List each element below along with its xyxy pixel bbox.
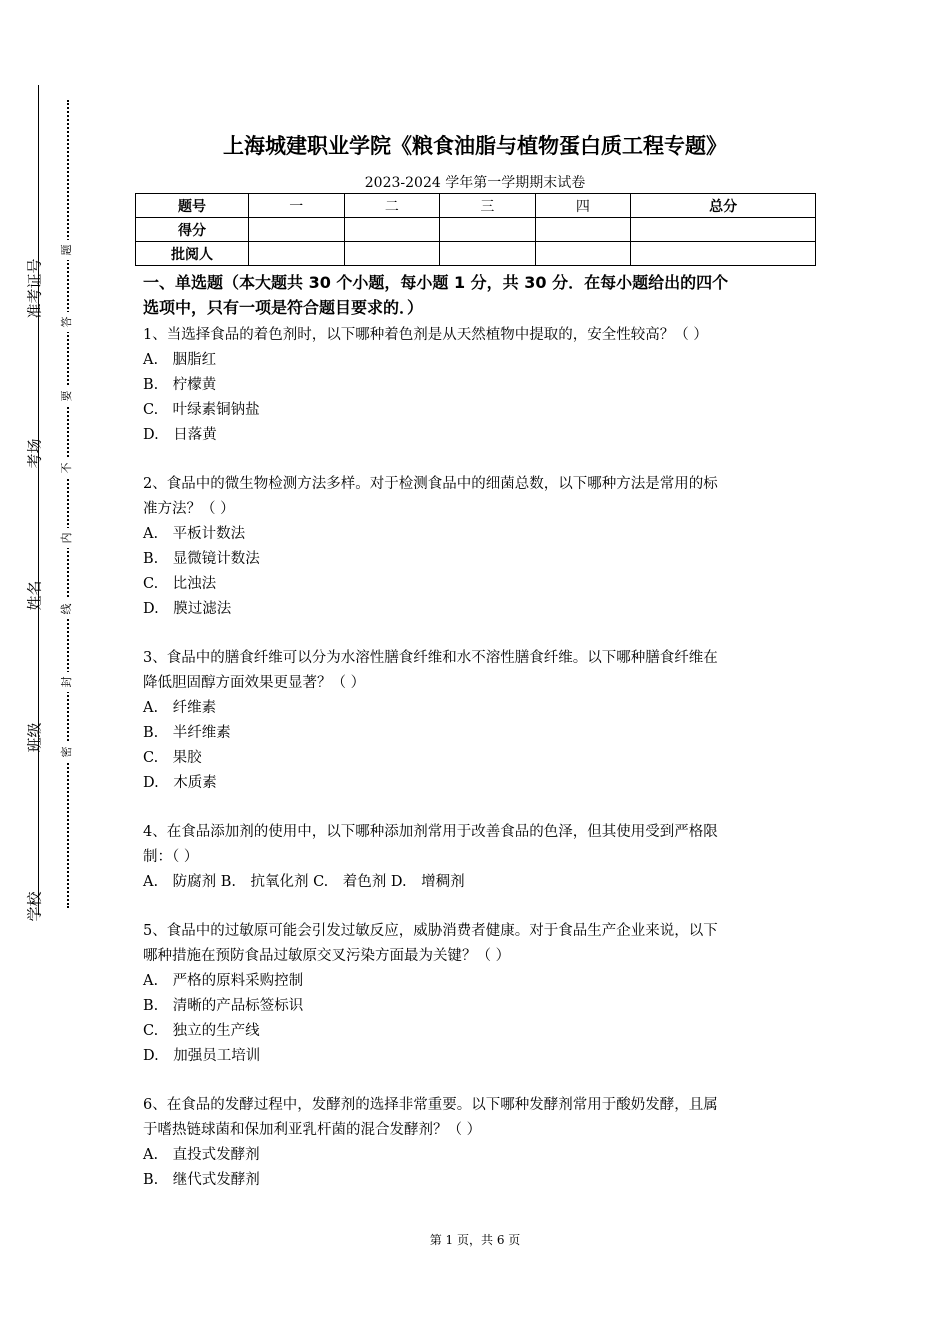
table-header-cell: 总分 [631,194,816,218]
row-label: 批阅人 [136,242,249,266]
question-option[interactable]: A. 防腐剂 B. 抗氧化剂 C. 着色剂 D. 增稠剂 [143,874,465,890]
table-row [136,242,816,266]
question-stem: 6、在食品的发酵过程中，发酵剂的选择非常重要。以下哪种发酵剂常用于酸奶发酵，且属 [143,1097,718,1113]
grader-cell[interactable] [249,242,345,266]
section-heading [143,270,810,320]
question-gap [143,1069,810,1093]
question-stem: 1、当选择食品的着色剂时，以下哪种着色剂是从天然植物中提取的，安全性较高？（ ） [143,327,708,343]
question-option[interactable]: C. 独立的生产线 [143,1023,260,1039]
binding-dotted-line [67,100,69,908]
question-option[interactable]: D. 木质素 [143,775,217,791]
table-header-cell: 四 [535,194,631,218]
question [143,919,810,1069]
question-stem: 2、食品中的微生物检测方法多样。对于检测食品中的细菌总数，以下哪种方法是常用的标 [143,476,718,492]
margin-char: 密 [61,742,73,762]
margin-char: 不 [61,458,73,478]
table-header-cell: 题号 [136,194,249,218]
question [143,1093,810,1193]
question-option[interactable]: A. 直投式发酵剂 [143,1147,260,1163]
margin-label-exam-id: 准考证号 [25,258,44,319]
question [143,472,810,622]
question [143,646,810,796]
row-label: 得分 [136,218,249,242]
exam-title: 上海城建职业学院《粮食油脂与植物蛋白质工程专题》 [223,134,727,158]
question-gap [143,796,810,820]
question-list [143,323,810,1193]
margin-char: 要 [61,386,73,406]
score-cell[interactable] [535,218,631,242]
question-stem: 降低胆固醇方面效果更显著？（ ） [143,675,366,691]
question-option[interactable]: C. 比浊法 [143,576,217,592]
exam-content [143,270,810,1193]
section-heading-line: 选项中，只有一项是符合题目要求的．） [143,298,424,317]
question-stem: 5、食品中的过敏原可能会引发过敏反应，威胁消费者健康。对于食品生产企业来说，以下 [143,923,718,939]
margin-char: 内 [61,528,73,548]
question-option[interactable]: B. 继代式发酵剂 [143,1172,260,1188]
section-heading-line: 一、单选题（本大题共 30 个小题，每小题 1 分，共 30 分．在每小题给出的四个 [143,273,729,292]
question-stem: 4、在食品添加剂的使用中，以下哪种添加剂常用于改善食品的色泽，但其使用受到严格限 [143,824,718,840]
margin-label-school: 学校 [25,891,44,922]
question-stem: 制：（ ） [143,849,199,865]
exam-subtitle: 2023-2024 学年第一学期期末试卷 [364,175,586,191]
question-option[interactable]: A. 平板计数法 [143,526,246,542]
question-option[interactable]: C. 叶绿素铜钠盐 [143,402,260,418]
margin-label-name: 姓名 [25,580,44,611]
grader-cell[interactable] [440,242,536,266]
question-option[interactable]: A. 胭脂红 [143,352,217,368]
question-option[interactable]: D. 日落黄 [143,427,217,443]
question-option[interactable]: B. 半纤维素 [143,725,231,741]
page-footer: 第 1 页，共 6 页 [429,1233,521,1247]
question-stem: 准方法？（ ） [143,501,235,517]
score-table [135,193,816,266]
table-header-cell: 二 [344,194,440,218]
binding-solid-line [38,85,39,915]
question-option[interactable]: C. 果胶 [143,750,202,766]
question-option[interactable]: A. 严格的原料采购控制 [143,973,304,989]
question-stem: 3、食品中的膳食纤维可以分为水溶性膳食纤维和水不溶性膳食纤维。以下哪种膳食纤维在 [143,650,718,666]
question-option[interactable]: A. 纤维素 [143,700,217,716]
margin-label-room: 考场 [25,438,44,469]
question-option[interactable]: D. 加强员工培训 [143,1048,261,1064]
table-header-cell: 一 [249,194,345,218]
question-option[interactable]: B. 清晰的产品标签标识 [143,998,304,1014]
question-option[interactable]: B. 柠檬黄 [143,377,217,393]
question-stem: 哪种措施在预防食品过敏原交叉污染方面最为关键？（ ） [143,948,511,964]
question-gap [143,622,810,646]
question [143,323,810,448]
table-row [136,194,816,218]
question-gap [143,448,810,472]
grader-cell[interactable] [344,242,440,266]
question-option[interactable]: D. 膜过滤法 [143,601,232,617]
score-cell[interactable] [440,218,536,242]
margin-label-class: 班级 [25,722,44,753]
grader-cell[interactable] [631,242,816,266]
question-gap [143,895,810,919]
margin-char: 线 [61,599,73,619]
table-row [136,218,816,242]
margin-char: 答 [61,312,73,332]
question [143,820,810,895]
score-cell[interactable] [249,218,345,242]
grader-cell[interactable] [535,242,631,266]
question-option[interactable]: B. 显微镜计数法 [143,551,260,567]
margin-char: 题 [61,240,73,260]
score-cell[interactable] [631,218,816,242]
margin-char: 封 [61,672,73,692]
question-stem: 于嗜热链球菌和保加利亚乳杆菌的混合发酵剂？（ ） [143,1122,482,1138]
score-cell[interactable] [344,218,440,242]
table-header-cell: 三 [440,194,536,218]
